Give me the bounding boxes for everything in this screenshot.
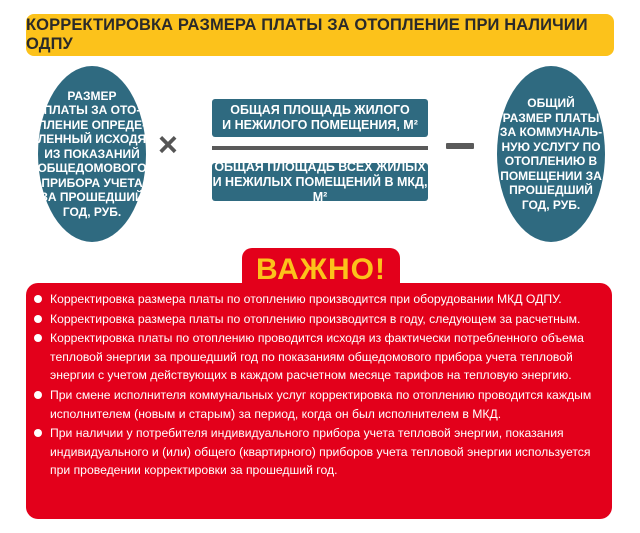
important-list <box>34 290 604 481</box>
multiply-sign: × <box>158 126 178 164</box>
bullet-icon <box>34 334 42 342</box>
list-item <box>34 310 604 329</box>
fraction-line <box>212 146 428 150</box>
numerator-box: ОБЩАЯ ПЛОЩАДЬ ЖИЛОГО И НЕЖИЛОГО ПОМЕЩЕНИЯ, М² <box>212 99 428 137</box>
list-item <box>34 290 604 309</box>
list-item-text: Корректировка размера платы по отоплению производится в году, следующем за расчетным. <box>50 311 581 326</box>
denominator-box: ОБЩАЯ ПЛОЩАДЬ ВСЕХ ЖИЛЫХ И НЕЖИЛЫХ ПОМЕЩЕНИЙ В МКД, М² <box>212 159 428 204</box>
important-heading: ВАЖНО! <box>256 253 386 286</box>
bullet-icon <box>34 315 42 323</box>
list-item-text: Корректировка размера платы по отоплению производится при оборудовании МКД ОДПУ. <box>50 292 562 306</box>
minus-sign <box>446 143 474 149</box>
list-item <box>34 386 604 423</box>
page-title: КОРРЕКТИРОВКА РАЗМЕРА ПЛАТЫ ЗА ОТОПЛЕНИЕ ПРИ НАЛИЧИИ ОДПУ <box>26 16 588 53</box>
bullet-icon <box>34 429 42 437</box>
list-item-text: При смене исполнителя коммунальных услуг корректировка по отоплению проводится каждым исполнителем (новым и старым) за период, когда он был исполнителем в МКД. <box>50 387 592 421</box>
important-tab <box>242 248 400 292</box>
bullet-icon <box>34 391 42 399</box>
title-banner <box>26 14 614 56</box>
list-item <box>34 329 604 385</box>
list-item <box>34 424 604 480</box>
list-item-text: Корректировка платы по отоплению проводится исходя из фактически потребленного объема тепловой энергии за прошедший год по показаниям общедомового прибора учета тепловой энергии с учетом действующих в каждом расчетном месяце тарифов на тепловую энергию. <box>50 331 584 383</box>
heating-fee-oval: РАЗМЕР ПЛАТЫ ЗА ОТО- ПЛЕНИЕ ОПРЕДЕ- ЛЕННЫЙ ИСХОДЯ ИЗ ПОКАЗАНИЙ ОБЩЕДОМОВОГО ПРИБОРА УЧЕТА ЗА ПРОШЕДШИЙ ГОД, РУБ. <box>38 66 146 242</box>
bullet-icon <box>34 295 42 303</box>
list-item-text: При наличии у потребителя индивидуального прибора учета тепловой энергии, показания индивидуального и (или) общего (квартирного) приборов учета тепловой энергии используется при проведении корректировки за прошедший год. <box>50 426 591 478</box>
total-fee-oval: ОБЩИЙ РАЗМЕР ПЛАТЫ ЗА КОММУНАЛЬ- НУЮ УСЛУГУ ПО ОТОПЛЕНИЮ В ПОМЕЩЕНИИ ЗА ПРОШЕДШИЙ ГОД, РУБ. <box>497 66 605 242</box>
